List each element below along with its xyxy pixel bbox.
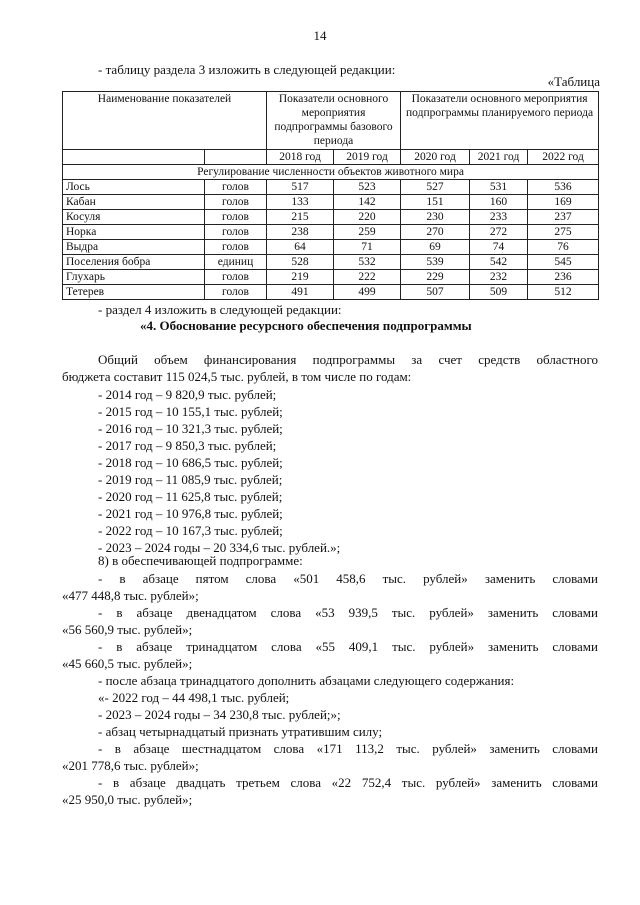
funding-year-line: - 2014 год – 9 820,9 тыс. рублей;: [98, 387, 277, 402]
funding-year-line: - 2017 год – 9 850,3 тыс. рублей;: [98, 438, 277, 453]
year-header: 2021 год: [470, 150, 528, 165]
table-row: [63, 240, 599, 255]
amendment-line: «25 950,0 тыс. рублей»;: [62, 792, 193, 807]
amendment-line: - в абзаце пятом слова «501 458,6 тыс. рублей» заменить словами: [98, 571, 598, 586]
amendment-line: «- 2022 год – 44 498,1 тыс. рублей;: [98, 690, 290, 705]
base-period-header: Показатели основного мероприятия подпрограммы базового периода: [267, 92, 401, 150]
amendment-line: - в абзаце шестнадцатом слова «171 113,2 тыс. рублей» заменить словами: [98, 741, 598, 756]
row-name: Выдра: [63, 240, 205, 255]
row-unit: голов: [205, 225, 267, 240]
funding-year-line: - 2015 год – 10 155,1 тыс. рублей;: [98, 404, 283, 419]
row-name: Глухарь: [63, 270, 205, 285]
row-unit: голов: [205, 180, 267, 195]
section4-heading: «4. Обоснование ресурсного обеспечения подпрограммы: [140, 318, 472, 333]
page-number: 14: [313, 28, 327, 43]
planned-period-header: Показатели основного мероприятия подпрограммы планируемого периода: [401, 92, 599, 150]
row-value: 512: [528, 285, 599, 300]
row-value: 232: [470, 270, 528, 285]
row-value: 229: [401, 270, 470, 285]
row-name: Лось: [63, 180, 205, 195]
row-value: 237: [528, 210, 599, 225]
row-value: 259: [334, 225, 401, 240]
year-header: 2018 год: [267, 150, 334, 165]
funding-paragraph-line: Общий объем финансирования подпрограммы за счет средств областного: [98, 352, 598, 367]
row-value: 531: [470, 180, 528, 195]
intro-text: - таблицу раздела 3 изложить в следующей редакции:: [98, 62, 396, 77]
row-value: 233: [470, 210, 528, 225]
row-value: 222: [334, 270, 401, 285]
row-unit: единиц: [205, 255, 267, 270]
row-value: 220: [334, 210, 401, 225]
table-row: [63, 255, 599, 270]
amendment-line: «201 778,6 тыс. рублей»;: [62, 758, 199, 773]
amendment-line: - абзац четырнадцатый признать утратившим силу;: [98, 724, 383, 739]
section4-intro: - раздел 4 изложить в следующей редакции:: [98, 302, 342, 317]
amendment-line: - 2023 – 2024 годы – 34 230,8 тыс. рублей;»;: [98, 707, 341, 722]
indicator-name-header: Наименование показателей: [63, 92, 267, 150]
row-value: 69: [401, 240, 470, 255]
row-value: 238: [267, 225, 334, 240]
row-value: 532: [334, 255, 401, 270]
funding-year-line: - 2023 – 2024 годы – 20 334,6 тыс. рублей.»;: [98, 540, 341, 555]
row-value: 275: [528, 225, 599, 240]
name-header-spacer: [63, 150, 205, 165]
funding-year-line: - 2022 год – 10 167,3 тыс. рублей;: [98, 523, 283, 538]
row-unit: голов: [205, 210, 267, 225]
amendment-line: - в абзаце тринадцатом слова «55 409,1 тыс. рублей» заменить словами: [98, 639, 598, 654]
row-value: 230: [401, 210, 470, 225]
table-row: [63, 225, 599, 240]
row-value: 270: [401, 225, 470, 240]
table-row: [63, 180, 599, 195]
row-value: 536: [528, 180, 599, 195]
row-value: 517: [267, 180, 334, 195]
row-value: 236: [528, 270, 599, 285]
row-value: 523: [334, 180, 401, 195]
row-value: 160: [470, 195, 528, 210]
row-name: Норка: [63, 225, 205, 240]
amendment-line: «477 448,8 тыс. рублей»;: [62, 588, 199, 603]
table-row: [63, 210, 599, 225]
table-row: [63, 285, 599, 300]
year-header: 2020 год: [401, 150, 470, 165]
row-value: 74: [470, 240, 528, 255]
row-value: 509: [470, 285, 528, 300]
row-value: 545: [528, 255, 599, 270]
funding-year-line: - 2019 год – 11 085,9 тыс. рублей;: [98, 472, 283, 487]
row-value: 499: [334, 285, 401, 300]
funding-year-line: - 2018 год – 10 686,5 тыс. рублей;: [98, 455, 283, 470]
row-name: Тетерев: [63, 285, 205, 300]
funding-paragraph-line: бюджета составит 115 024,5 тыс. рублей, в том числе по годам:: [62, 369, 412, 384]
animal-population-table: [62, 91, 599, 300]
table-caption: «Таблица: [547, 74, 600, 89]
row-value: 64: [267, 240, 334, 255]
row-value: 507: [401, 285, 470, 300]
row-unit: голов: [205, 270, 267, 285]
funding-year-line: - 2021 год – 10 976,8 тыс. рублей;: [98, 506, 283, 521]
amendment-line: «56 560,9 тыс. рублей»;: [62, 622, 193, 637]
row-value: 151: [401, 195, 470, 210]
row-value: 219: [267, 270, 334, 285]
row-name: Кабан: [63, 195, 205, 210]
row-unit: голов: [205, 195, 267, 210]
item-8: 8) в обеспечивающей подпрограмме:: [98, 553, 303, 568]
row-value: 169: [528, 195, 599, 210]
unit-header-spacer: [205, 150, 267, 165]
row-name: Косуля: [63, 210, 205, 225]
row-value: 215: [267, 210, 334, 225]
row-value: 272: [470, 225, 528, 240]
row-value: 142: [334, 195, 401, 210]
amendment-line: - в абзаце двенадцатом слова «53 939,5 тыс. рублей» заменить словами: [98, 605, 598, 620]
row-value: 491: [267, 285, 334, 300]
row-value: 76: [528, 240, 599, 255]
row-value: 539: [401, 255, 470, 270]
row-name: Поселения бобра: [63, 255, 205, 270]
row-unit: голов: [205, 285, 267, 300]
funding-year-line: - 2016 год – 10 321,3 тыс. рублей;: [98, 421, 283, 436]
row-value: 71: [334, 240, 401, 255]
year-header: 2019 год: [334, 150, 401, 165]
table-row: [63, 195, 599, 210]
amendment-line: - в абзаце двадцать третьем слова «22 752,4 тыс. рублей» заменить словами: [98, 775, 598, 790]
row-value: 542: [470, 255, 528, 270]
funding-year-line: - 2020 год – 11 625,8 тыс. рублей;: [98, 489, 283, 504]
table-section-title: Регулирование численности объектов животного мира: [63, 165, 599, 180]
amendment-line: «45 660,5 тыс. рублей»;: [62, 656, 193, 671]
row-value: 527: [401, 180, 470, 195]
amendment-line: - после абзаца тринадцатого дополнить абзацами следующего содержания:: [98, 673, 515, 688]
year-header: 2022 год: [528, 150, 599, 165]
table-row: [63, 270, 599, 285]
row-value: 133: [267, 195, 334, 210]
row-unit: голов: [205, 240, 267, 255]
row-value: 528: [267, 255, 334, 270]
